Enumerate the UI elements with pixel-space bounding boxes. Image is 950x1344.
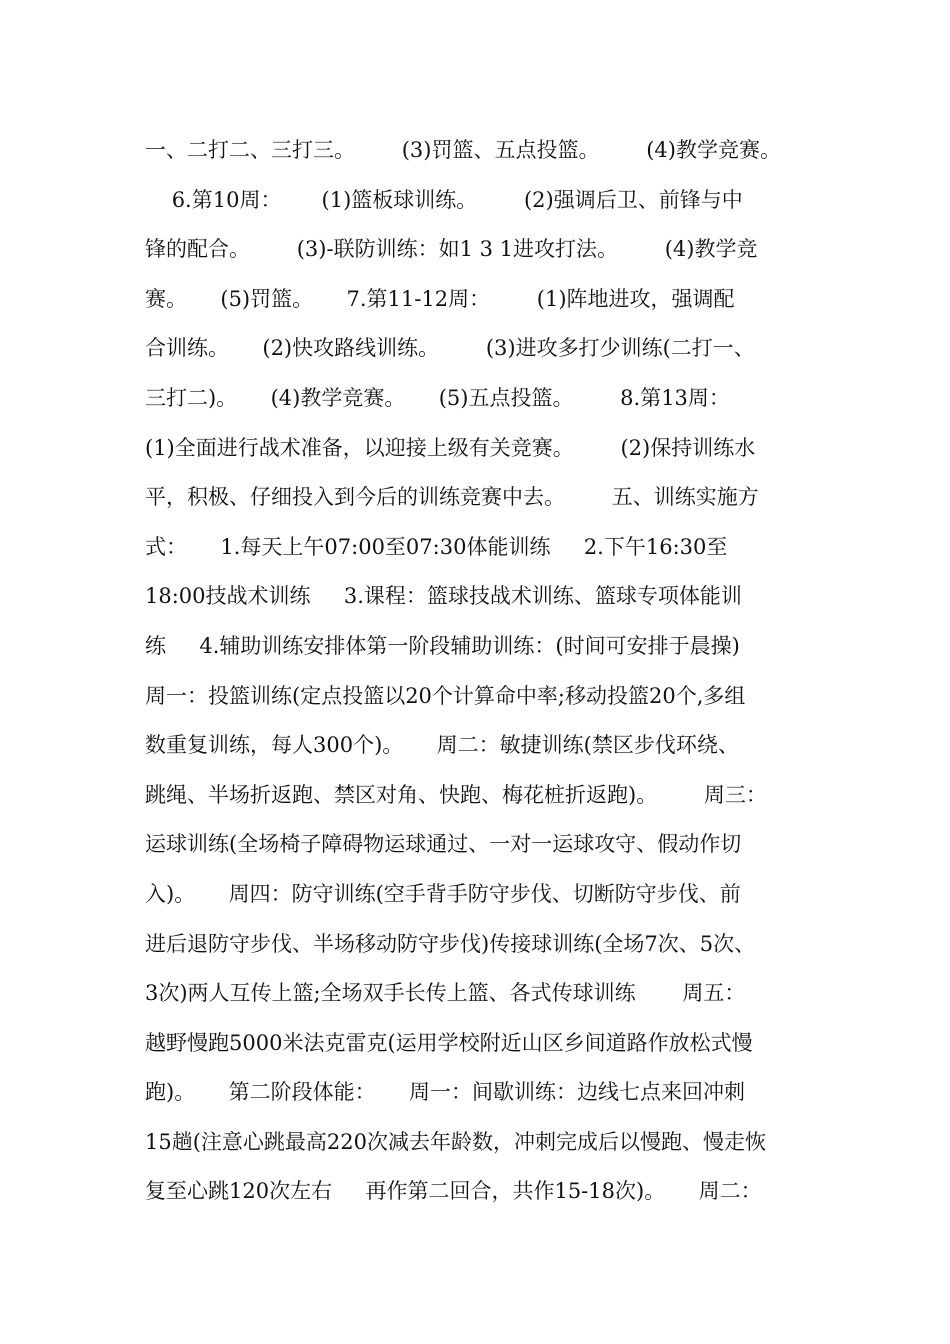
text-line: 平，积极、仔细投入到今后的训练竞赛中去。 五、训练实施方 <box>145 485 759 510</box>
text-line: 入)。 周四：防守训练(空手背手防守步伐、切断防守步伐、前 <box>145 881 741 906</box>
text-line: 合训练。 (2)快攻路线训练。 (3)进攻多打少训练(二打一、 <box>145 336 755 361</box>
text-line: 跑)。 第二阶段体能： 周一：间歇训练：边线七点来回冲刺 <box>145 1080 745 1105</box>
text-line: 式： 1.每天上午07:00至07:30体能训练 2.下午16:30至 <box>145 534 728 559</box>
text-line: 15趟(注意心跳最高220次减去年龄数，冲刺完成后以慢跑、慢走恢 <box>145 1129 766 1154</box>
document-body <box>145 126 825 1217</box>
text-line: 赛。 (5)罚篮。 7.第11-12周： (1)阵地进攻，强调配 <box>145 286 735 311</box>
text-line: 数重复训练，每人300个)。 周二：敏捷训练(禁区步伐环绕、 <box>145 733 739 758</box>
text-line: 进后退防守步伐、半场移动防守步伐)传接球训练(全场7次、5次、 <box>145 931 756 956</box>
text-line: (1)全面进行战术准备，以迎接上级有关竞赛。 (2)保持训练水 <box>145 435 756 460</box>
text-line: 一、二打二、三打三。 (3)罚篮、五点投篮。 (4)教学竞赛。 <box>145 138 781 162</box>
text-line: 复至心跳120次左右 再作第二回合，共作15-18次)。 周二： <box>145 1179 762 1204</box>
text-line: 练 4.辅助训练安排体第一阶段辅助训练：(时间可安排于晨操) <box>145 633 740 658</box>
text-line: 3次)两人互传上篮;全场双手长传上篮、各式传球训练 周五： <box>145 981 746 1006</box>
text-line: 运球训练(全场椅子障碍物运球通过、一对一运球攻守、假动作切 <box>145 832 742 857</box>
text-line: 锋的配合。 (3)-联防训练：如1 3 1进攻打法。 (4)教学竞 <box>145 237 758 262</box>
text-line: 越野慢跑5000米法克雷克(运用学校附近山区乡间道路作放松式慢 <box>145 1030 753 1055</box>
text-line: 周一：投篮训练(定点投篮以20个计算命中率;移动投篮20个,多组 <box>145 683 746 708</box>
text-line: 18:00技战术训练 3.课程：篮球技战术训练、篮球专项体能训 <box>145 584 742 609</box>
text-line: 跳绳、半场折返跑、禁区对角、快跑、梅花桩折返跑)。 周三： <box>145 782 767 807</box>
text-line: 6.第10周： (1)篮板球训练。 (2)强调后卫、前锋与中 <box>145 187 743 212</box>
text-line: 三打二)。 (4)教学竞赛。 (5)五点投篮。 8.第13周： <box>145 385 730 410</box>
